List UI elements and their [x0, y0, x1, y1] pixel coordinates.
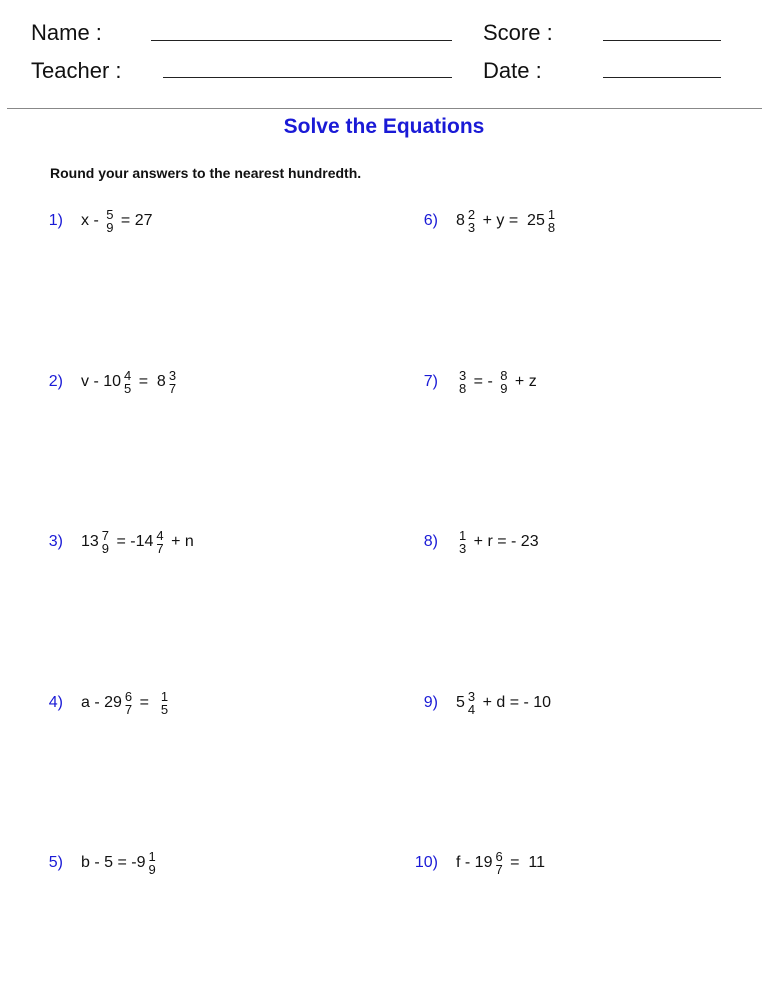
fraction [102, 529, 109, 555]
fraction-denominator: 9 [500, 381, 508, 396]
problem-number: 9) [423, 694, 438, 711]
fraction-denominator: 7 [124, 702, 133, 717]
fraction [459, 369, 466, 395]
equation [456, 690, 551, 716]
fraction [156, 529, 163, 555]
problem-number: 6) [423, 212, 438, 229]
problem-number: 8) [423, 533, 438, 550]
fraction-denominator: 7 [168, 381, 177, 396]
equation-text: v - 10 [81, 373, 122, 390]
fraction-denominator: 9 [106, 220, 114, 235]
fraction-numerator: 1 [160, 689, 169, 704]
equation [81, 690, 171, 716]
fraction-numerator: 4 [124, 368, 132, 383]
score-label: Score : [483, 20, 553, 45]
problem-4 [38, 683, 171, 723]
equation-text: 5 [456, 694, 465, 711]
fraction-numerator: 2 [467, 207, 476, 222]
equation-text: 13 [81, 533, 99, 550]
equation-text: + n [166, 533, 194, 550]
fraction-numerator: 3 [168, 368, 177, 383]
fraction-numerator: 1 [547, 207, 556, 222]
fraction-numerator: 3 [467, 689, 476, 704]
date-label: Date : [483, 58, 542, 83]
fraction-numerator: 6 [124, 689, 133, 704]
fraction-numerator: 5 [106, 207, 114, 222]
problem-1 [38, 201, 152, 241]
problem-number: 1) [48, 212, 63, 229]
fraction [169, 369, 176, 395]
teacher-answer-line[interactable] [163, 77, 452, 78]
fraction-numerator: 8 [500, 368, 508, 383]
score-answer-line[interactable] [603, 40, 721, 41]
problem-7 [413, 362, 537, 402]
teacher-label: Teacher : [31, 58, 122, 83]
equation-text: = 11 [505, 854, 545, 871]
name-label: Name : [31, 20, 102, 45]
equation [456, 369, 537, 395]
fraction-denominator: 9 [148, 862, 156, 877]
fraction [161, 690, 168, 716]
equation-text: + r = - 23 [469, 533, 539, 550]
equation [81, 850, 159, 876]
equation-text: + y = 25 [478, 212, 545, 229]
problem-number: 3) [48, 533, 63, 550]
fraction [125, 690, 132, 716]
fraction-denominator: 3 [467, 220, 476, 235]
problem-number: 4) [48, 694, 63, 711]
fraction [124, 369, 131, 395]
instructions: Round your answers to the nearest hundredth. [50, 165, 362, 181]
equation-text: x - [81, 212, 104, 229]
fraction [468, 208, 475, 234]
problem-5 [38, 843, 159, 883]
equation [81, 369, 179, 395]
equation [456, 208, 558, 234]
equation-text: 8 [456, 212, 465, 229]
fraction-denominator: 5 [124, 381, 132, 396]
fraction-numerator: 1 [459, 528, 467, 543]
equation [456, 850, 545, 876]
fraction-denominator: 7 [156, 541, 164, 556]
date-answer-line[interactable] [603, 77, 721, 78]
problem-9 [413, 683, 551, 723]
equation-text: = -14 [112, 533, 154, 550]
fraction [468, 690, 475, 716]
fraction [548, 208, 555, 234]
equation-text: + d = - 10 [478, 694, 552, 711]
equation-text: = 8 [134, 373, 166, 390]
equation-text: = - [469, 373, 498, 390]
problem-number: 10) [414, 854, 438, 871]
problem-8 [413, 522, 539, 562]
header-divider [7, 108, 762, 109]
name-answer-line[interactable] [151, 40, 452, 41]
fraction-denominator: 9 [101, 541, 110, 556]
fraction-denominator: 4 [467, 702, 476, 717]
fraction-denominator: 3 [459, 541, 467, 556]
fraction [106, 208, 113, 234]
fraction-denominator: 7 [495, 862, 503, 877]
fraction-numerator: 4 [156, 528, 164, 543]
fraction-numerator: 7 [101, 528, 110, 543]
equation [81, 208, 152, 234]
fraction-numerator: 3 [459, 368, 467, 383]
problem-number: 7) [423, 373, 438, 390]
problem-3 [38, 522, 194, 562]
equation-text: f - 19 [456, 854, 493, 871]
fraction [495, 850, 502, 876]
fraction-denominator: 5 [160, 702, 169, 717]
equation-text: = 27 [116, 212, 153, 229]
fraction [500, 369, 507, 395]
equation [81, 529, 194, 555]
fraction-numerator: 6 [495, 849, 503, 864]
equation-text: b - 5 = -9 [81, 854, 146, 871]
problem-number: 2) [48, 373, 63, 390]
equation-text: + z [510, 373, 537, 390]
fraction [459, 529, 466, 555]
equation-text: a - 29 [81, 694, 122, 711]
equation [456, 529, 539, 555]
problem-2 [38, 362, 179, 402]
fraction-denominator: 8 [459, 381, 467, 396]
fraction-denominator: 8 [547, 220, 556, 235]
fraction [148, 850, 155, 876]
problem-6 [413, 201, 558, 241]
problem-10 [406, 843, 545, 883]
problem-number: 5) [48, 854, 63, 871]
fraction-numerator: 1 [148, 849, 156, 864]
equation-text: = [135, 694, 158, 711]
page-title: Solve the Equations [283, 115, 485, 138]
